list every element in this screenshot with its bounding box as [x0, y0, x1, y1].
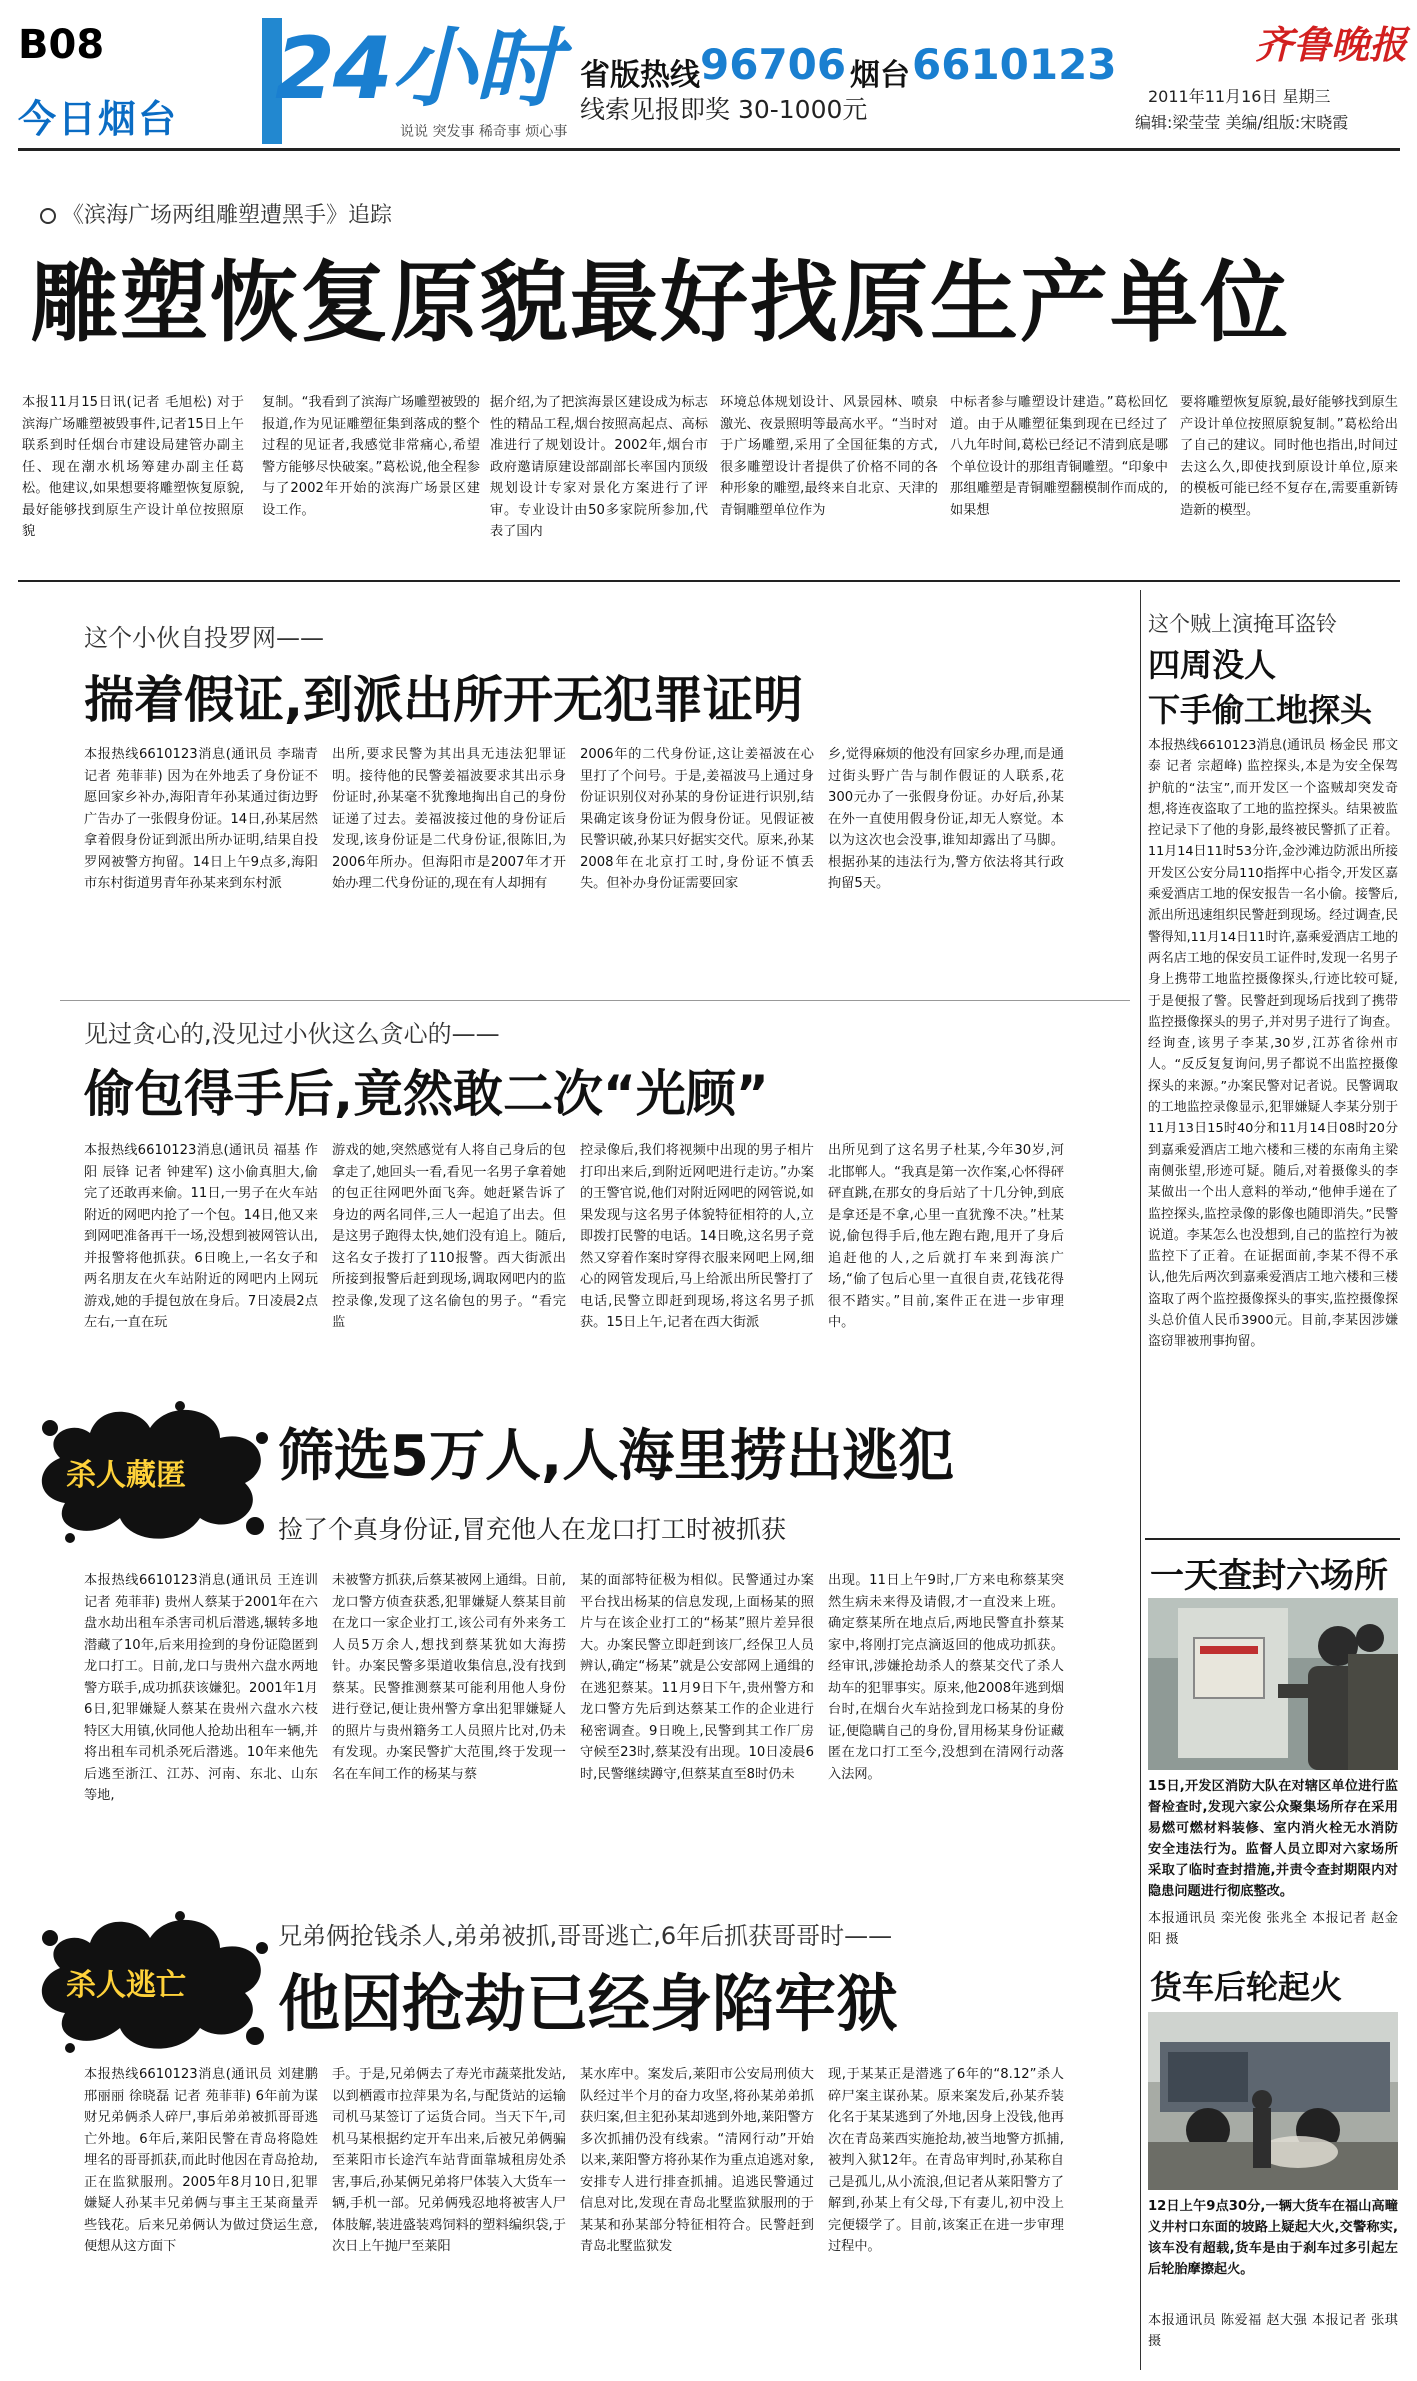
story5-badge: 杀人逃亡: [66, 1968, 186, 2003]
publish-date: 2011年11月16日 星期三: [1148, 87, 1331, 106]
story2-col-1: 本报热线6610123消息(通讯员 李瑞青 记者 苑菲菲) 因为在外地丢了身份证不愿回家乡补办,海阳青年孙某通过街边野广告办了一张假身份证。14日,孙某居然拿着假身份证到派出所办证明,结果自投罗网被警方拘留。14日上午9点多,海阳市东村街道男青年孙某来到东村派: [84, 747, 318, 891]
story5-col-2: 手。于是,兄弟俩去了寿光市蔬菜批发站,以到栖霞市拉萍果为名,与配货站的运输司机马某签订了运货合同。当天下午,司机马某根据约定开车出来,后被兄弟俩骗至莱阳市长途汽车站背面靠城租房处杀害,事后,孙某俩兄弟将尸体装入大货车一辆,手机一部。兄弟俩残忍地将被害人尸体肢解,装进盛装鸡饲料的塑料编织袋,于次日上午抛尸至莱阳: [332, 2067, 566, 2254]
story1-col-1: 本报11月15日讯(记者 毛旭松) 对于滨海广场雕塑被毁事件,记者15日上午联系到时任烟台市建设局建管办副主任、现在潮水机场筹建办副主任葛松。他建议,如果想要将雕塑恢复原貌,最好能够找到原生产设计单位按照原貌: [22, 395, 244, 539]
story1-col-5: 中标者参与雕塑设计建造。”葛松回忆道。由于从雕塑征集到现在已经过了八九年时间,葛松已经记不清到底是哪个单位设计的那组青铜雕塑。“印象中那组雕塑是青铜雕塑翻模制作而成的,如果想: [950, 395, 1168, 518]
story5-col-1: 本报热线6610123消息(通讯员 刘建鹏 邢丽丽 徐晓磊 记者 苑菲菲) 6年前为谋财兄弟俩杀人碎尸,事后弟弟被抓哥哥逃亡外地。6年后,莱阳民警在青岛将隐姓埋名的哥哥抓获,而此时他因在青岛抢劫,正在监狱服刑。2005年8月10日,犯罪嫌疑人孙某丰兄弟俩与事主王某商量弄些钱花。后来兄弟俩认为做过贷运生意,便想从这方面下: [84, 2067, 318, 2254]
side3-headline: 货车后轮起火: [1150, 1968, 1343, 2006]
fire-inspection-photo: [1148, 1598, 1398, 1770]
story4-col-1: 本报热线6610123消息(通讯员 王连训 记者 苑菲菲) 贵州人蔡某于2001年在六盘水劫出租车杀害司机后潜逃,辗转多地潜藏了10年,后来用捡到的身份证隐匿到龙口打工。日前,龙口与贵州六盘水两地警方联手,成功抓获该嫌犯。2001年1月6日,犯罪嫌疑人蔡某在贵州六盘水六枝特区大用镇,伙同他人抢劫出租车一辆,并将出租车司机杀死后潜逃。10年来他先后逃至浙江、江苏、河南、东北、山东等地,: [84, 1573, 318, 1803]
side1-headline-line2: 下手偷工地探头: [1148, 691, 1373, 729]
newspaper-logo: 齐鲁晚报: [1255, 22, 1408, 67]
fire-inspection-illustration: [1148, 1598, 1398, 1770]
story2-headline: 揣着假证,到派出所开无犯罪证明: [84, 671, 803, 729]
story3-kicker: 见过贪心的,没见过小伙这么贪心的——: [84, 1020, 500, 1048]
truck-fire-photo: [1148, 2012, 1398, 2190]
yantai-label: 烟台: [850, 58, 910, 93]
story4-subhead: 捡了个真身份证,冒充他人在龙口打工时被抓获: [278, 1515, 786, 1544]
side1-kicker: 这个贼上演掩耳盗铃: [1148, 612, 1337, 636]
story1-kicker: [40, 198, 392, 229]
hotline-label: 省版热线: [580, 58, 700, 93]
section-title: 今日烟台: [18, 97, 179, 141]
story3-col-2: 游戏的她,突然感觉有人将自己身后的包拿走了,她回头一看,看见一名男子拿着她的包正往网吧外面飞奔。她赶紧告诉了身边的两名同伴,三人一起追了出去。但是这男子跑得太快,她们没有追上。随后,这名女子拨打了110报警。西大街派出所接到报警后赶到现场,调取网吧内的监控录像,发现了这名偷包的男子。“看完监: [332, 1143, 566, 1330]
story2-kicker: 这个小伙自投罗网——: [84, 624, 324, 652]
story3-col-1: 本报热线6610123消息(通讯员 福基 作阳 辰锋 记者 钟建军) 这小偷真胆大,偷完了还敢再来偷。11日,一男子在火车站附近的网吧内抢了一个包。14日,他又来到网吧准备再干一场,没想到被网管认出,并报警将他抓获。6日晚上,一名女子和两名朋友在火车站附近的网吧内上网玩游戏,她的手提包放在身后。7日凌晨2点左右,一直在玩: [84, 1143, 318, 1330]
reward-line: 线索见报即奖 30-1000元: [580, 95, 868, 124]
story3-col-4: 出所见到了这名男子杜某,今年30岁,河北邯郸人。“我真是第一次作案,心怀得砰砰直跳,在那女的身后站了十几分钟,到底是拿还是不拿,心里一直犹豫不决。”杜某说,偷包得手后,他左跑右跑,甩开了身后追赶他的人,之后就打车来到海滨广场,“偷了包后心里一直很自责,花钱花得很不踏实。”目前,案件正在进一步审理中。: [828, 1143, 1064, 1330]
story5-col-3: 某水库中。案发后,莱阳市公安局刑侦大队经过半个月的奋力攻坚,将孙某弟弟抓获归案,但主犯孙某却逃到外地,莱阳警方多次抓捕仍没有线索。“清网行动”开始以来,莱阳警方将孙某作为重点追逃对象,安排专人进行排查抓捕。追逃民警通过信息对比,发现在青岛北墅监狱服刑的于某某和孙某部分特征相符合。民警赶到青岛北墅监狱发: [580, 2067, 814, 2254]
story4-headline: 筛选5万人,人海里捞出逃犯: [278, 1424, 955, 1489]
side3-caption: 12日上午9点30分,一辆大货车在福山高疃义井村口东面的坡路上疑起大火,交警称实,该车没有超载,货车是由于刹车过多引起左后轮胎摩擦起火。: [1148, 2199, 1398, 2277]
section-logo-tagline: 说说 突发事 稀奇事 烦心事: [400, 124, 568, 140]
story1-kicker-text: 《滨海广场两组雕塑遭黑手》追踪: [62, 203, 393, 228]
side1-body: 本报热线6610123消息(通讯员 杨金民 邢文泰 记者 宗超峰) 监控探头,本是为安全保驾护航的“法宝”,而开发区一个盗贼却突发奇想,将连夜盗取了工地的监控探头。结果被监控记录下了他的身影,最终被民警抓了正着。11月14日11时53分许,金沙滩边防派出所接开发区公安分局110指挥中心指令,开发区嘉乘爱酒店工地的保安报告一名小偷。接警后,派出所迅速组织民警赶到现场。经过调查,民警得知,11月14日11时许,嘉乘爱酒店工地的两名店工地的保安员工证件时,发现一名男子身上携带工地监控摄像探头,行迹比较可疑,于是便报了警。民警赶到现场后找到了携带监控摄像探头的男子,并对男子进行了询查。经询查,该男子李某,30岁,江苏省徐州市人。“反反复复询问,男子都说不出监控摄像探头的来源。”办案民警对记者说。民警调取的工地监控录像显示,犯罪嫌疑人李某分别于11月13日15时40分和11月14日08时20分到嘉乘爱酒店工地六楼和三楼的东南角主梁南侧张望,形迹可疑。随后,对着摄像头的李某做出一个出人意料的举动,“他伸手递在了监控探头,监控录像的影像也随即消失。”民警说道。李某怎么也没想到,自己的监控行为被监控下了正着。在证据面前,李某不得不承认,他先后两次到嘉乘爱酒店工地六楼和三楼盗取了两个监控摄像探头的事实,监控摄像探头总价值人民币3900元。目前,李某因涉嫌盗窃罪被刑事拘留。: [1148, 738, 1398, 1350]
yantai-number: 6610123: [912, 40, 1117, 89]
story2-col-3: 2006年的二代身份证,这让姜福波在心里打了个问号。于是,姜福波马上通过身份证识别仪对孙某的身份证进行识别,结果确定该身份证为假身份证。见假证被民警识破,孙某只好据实交代。原来,孙某2008年在北京打工时,身份证不慎丢失。但补办身份证需要回家: [580, 747, 814, 891]
hotline-number: 96706: [700, 40, 847, 89]
side2-caption: 15日,开发区消防大队在对辖区单位进行监督检查时,发现六家公众聚集场所存在采用易燃可燃材料装修、室内消火栓无水消防安全违法行为。监督人员立即对六家场所采取了临时查封措施,并责令查封期限内对隐患问题进行彻底整改。: [1148, 1779, 1398, 1899]
side1-headline-line1: 四周没人: [1148, 646, 1277, 684]
sidebar-divider: [1140, 590, 1141, 2370]
side3-credit: 本报通讯员 陈爱福 赵大强 本报记者 张琪 摄: [1148, 2313, 1398, 2349]
section-logo: 24小时: [275, 19, 559, 119]
story3-headline: 偷包得手后,竟然敢二次“光顾”: [84, 1065, 769, 1123]
story1-col-4: 环境总体规划设计、风景园林、喷泉激光、夜景照明等最高水平。“当时对于广场雕塑,采用了全国征集的方式,很多雕塑设计者提供了价格不同的各种形象的雕塑,最终来自北京、天津的青铜雕塑单位作为: [720, 395, 938, 518]
story2-col-4: 乡,觉得麻烦的他没有回家乡办理,而是通过街头野广告与制作假证的人联系,花300元办了一张假身份证。办好后,孙某在外一直使用假身份证,却无人察觉。本以为这次也会没事,谁知却露出了马脚。根据孙某的违法行为,警方依法将其行政拘留5天。: [828, 747, 1064, 891]
story5-col-4: 现,于某某正是潜逃了6年的“8.12”杀人碎尸案主谋孙某。原来案发后,孙某乔装化名于某某逃到了外地,因身上没钱,他再次在青岛莱西实施抢劫,被当地警方抓捕,被判入狱12年。在青岛审判时,孙某称自己是孤儿,从小流浪,但记者从莱阳警方了解到,孙某上有父母,下有妻儿,初中没上完便辍学了。目前,该案正在进一步审理过程中。: [828, 2067, 1064, 2254]
editor-credits: 编辑:梁莹莹 美编/组版:宋晓霞: [1135, 113, 1349, 132]
story5-headline: 他因抢劫已经身陷牢狱: [278, 1967, 899, 2040]
truck-fire-illustration: [1148, 2012, 1398, 2190]
story4-col-4: 出现。11日上午9时,厂方来电称蔡某突然生病未来得及请假,才一直没来上班。确定蔡某所在地点后,两地民警直扑蔡某家中,将刚打完点滴返回的他成功抓获。经审讯,涉嫌抢劫杀人的蔡某交代了杀人劫车的犯罪事实。原来,他2008年逃到烟台时,在烟台火车站捡到龙口杨某的身份证,便隐瞒自己的身份,冒用杨某身份证藏匿在龙口打工至今,没想到在清网行动落入法网。: [828, 1573, 1064, 1782]
side2-headline: 一天查封六场所: [1150, 1556, 1388, 1596]
side2-credit: 本报通讯员 栾光俊 张兆全 本报记者 赵金阳 摄: [1148, 1911, 1398, 1947]
side2-rule: [1145, 1538, 1400, 1540]
story4-col-2: 未被警方抓获,后蔡某被网上通缉。日前,龙口警方侦查获悉,犯罪嫌疑人蔡某目前在龙口一家企业打工,该公司有外来务工人员5万余人,想找到蔡某犹如大海捞针。办案民警多渠道收集信息,没有找到蔡某。民警推测蔡某可能利用他人身份进行登记,便让贵州警方拿出犯罪嫌疑人的照片与贵州籍务工人员照片比对,仍未有发现。办案民警扩大范围,终于发现一名在车间工作的杨某与蔡: [332, 1573, 566, 1782]
story1-col-6: 要将雕塑恢复原貌,最好能够找到原生产设计单位按照原貌复制。”葛松给出了自己的建议。同时他也指出,时间过去这么久,即使找到原设计单位,原来的模板可能已经不复存在,需要重新铸造新的模型。: [1180, 395, 1398, 518]
header-rule: [18, 148, 1400, 151]
story1-col-2: 复制。“我看到了滨海广场雕塑被毁的报道,作为见证雕塑征集到落成的整个过程的见证者,我感觉非常痛心,希望警方能够尽快破案。”葛松说,他全程参与了2002年开始的滨海广场景区建设工作。: [262, 395, 480, 518]
story3-col-3: 控录像后,我们将视频中出现的男子相片打印出来后,到附近网吧进行走访。”办案的王警官说,他们对附近网吧的网管说,如果发现与这名男子体貌特征相符的人,立即拨打民警的电话。14日晚,这名男子竟然又穿着作案时穿得衣服来网吧上网,细心的网管发现后,马上给派出所民警打了电话,民警立即赶到现场,将这名男子抓获。15日上午,记者在西大街派: [580, 1143, 814, 1330]
story5-kicker: 兄弟俩抢钱杀人,弟弟被抓,哥哥逃亡,6年后抓获哥哥时——: [278, 1922, 893, 1950]
story1-headline: 雕塑恢复原貌最好找原生产单位: [30, 251, 1291, 354]
story4-badge: 杀人藏匿: [66, 1458, 186, 1493]
story1-col-3: 据介绍,为了把滨海景区建设成为标志性的精品工程,烟台按照高起点、高标准进行了规划设计。2002年,烟台市政府邀请原建设部副部长率国内顶级规划设计专家对景化方案进行了评审。专业设计由50多家院所参加,代表了国内: [490, 395, 708, 539]
page-number: B08: [18, 22, 105, 68]
story4-col-3: 某的面部特征极为相似。民警通过办案平台找出杨某的信息发现,上面杨某的照片与在该企业打工的“杨某”照片差异很大。办案民警立即赶到该厂,经保卫人员辨认,确定“杨某”就是公安部网上通缉的在逃犯蔡某。11月9日下午,贵州警方和龙口警方先后到达蔡某工作的企业进行秘密调查。9日晚上,民警到其工作厂房守候至23时,蔡某没有出现。10日凌晨6时,民警继续蹲守,但蔡某直至8时仍未: [580, 1573, 814, 1782]
story2-col-2: 出所,要求民警为其出具无违法犯罪证明。接待他的民警姜福波要求其出示身份证时,孙某毫不犹豫地掏出自己的身份证递了过去。姜福波接过他的身份证后发现,该身份证是二代身份证,很陈旧,为2006年所办。但海阳市是2007年才开始办理二代身份证的,现在有人却拥有: [332, 747, 566, 891]
story1-rule: [18, 580, 1400, 582]
story2-rule: [60, 1000, 1130, 1001]
bullet-icon: [40, 208, 56, 224]
